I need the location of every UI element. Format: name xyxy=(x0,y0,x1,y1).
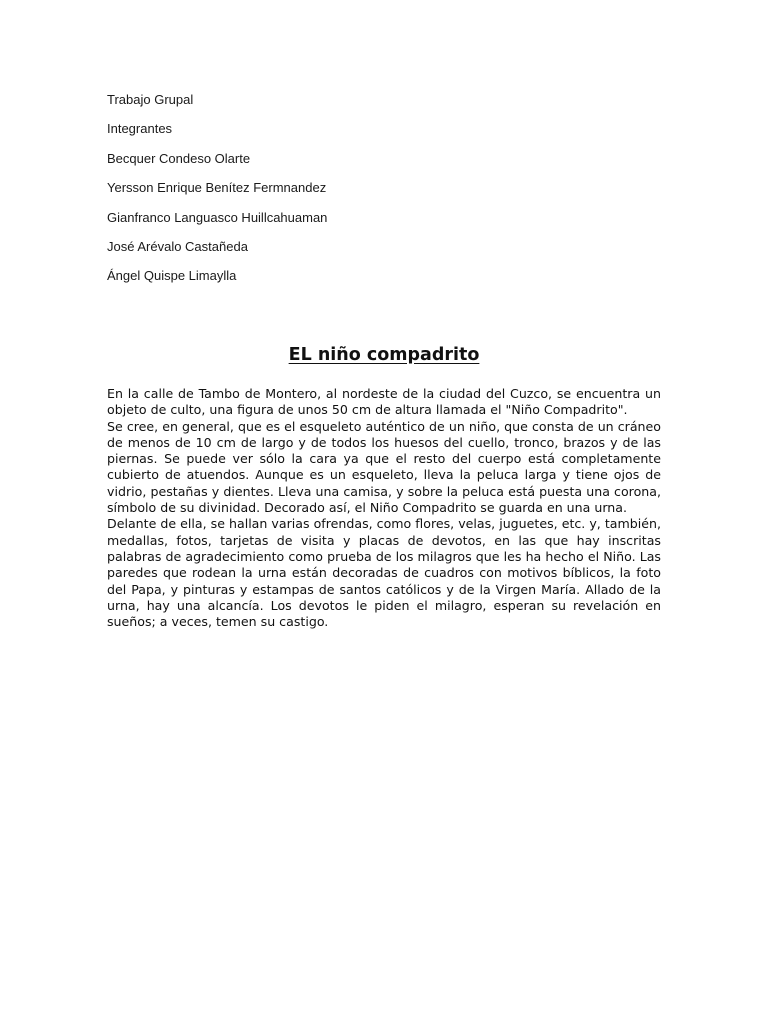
document-body xyxy=(107,386,661,630)
body-paragraph: Se cree, en general, que es el esqueleto auténtico de un niño, que consta de un cráneo de menos de 10 cm de largo y de todos los huesos del cuello, tronco, brazos y de las piernas. Se puede ver sólo la cara ya que el resto del cuerpo está completamente cubierto de atuendos. Aunque es un esqueleto, lleva la peluca larga y tiene ojos de vidrio, pestañas y dientes. Lleva una camisa, y sobre la peluca está puesta una corona, símbolo de su divinidad. Decorado así, el Niño Compadrito se guarda en una urna. xyxy=(107,418,661,516)
member-name: Gianfranco Languasco Huillcahuaman xyxy=(107,209,328,225)
member-name: José Arévalo Castañeda xyxy=(107,238,248,254)
member-name: Yersson Enrique Benítez Fermnandez xyxy=(107,180,327,196)
assignment-label: Trabajo Grupal xyxy=(107,92,194,107)
group-members-list xyxy=(107,90,327,296)
members-heading: Integrantes xyxy=(107,121,173,137)
body-paragraph: En la calle de Tambo de Montero, al nordeste de la ciudad del Cuzco, se encuentra un objeto de culto, una figura de unos 50 cm de altura llamada el "Niño Compadrito". xyxy=(107,386,661,418)
body-paragraph: Delante de ella, se hallan varias ofrendas, como flores, velas, juguetes, etc. y, también, medallas, fotos, tarjetas de visita y placas de devotos, en las que hay inscritas palabras de agradecimiento como prueba de los milagros que les ha hecho el Niño. Las paredes que rodean la urna están decoradas de cuadros con motivos bíblicos, la foto del Papa, y pinturas y estampas de santos católicos y de la Virgen María. Allado de la urna, hay una alcancía. Los devotos le piden el milagro, esperan su revelación en sueños; a veces, temen su castigo. xyxy=(107,516,661,630)
member-name: Ángel Quispe Limaylla xyxy=(107,268,237,284)
member-name: Becquer Condeso Olarte xyxy=(107,150,251,166)
document-title: EL niño compadrito xyxy=(288,345,480,365)
